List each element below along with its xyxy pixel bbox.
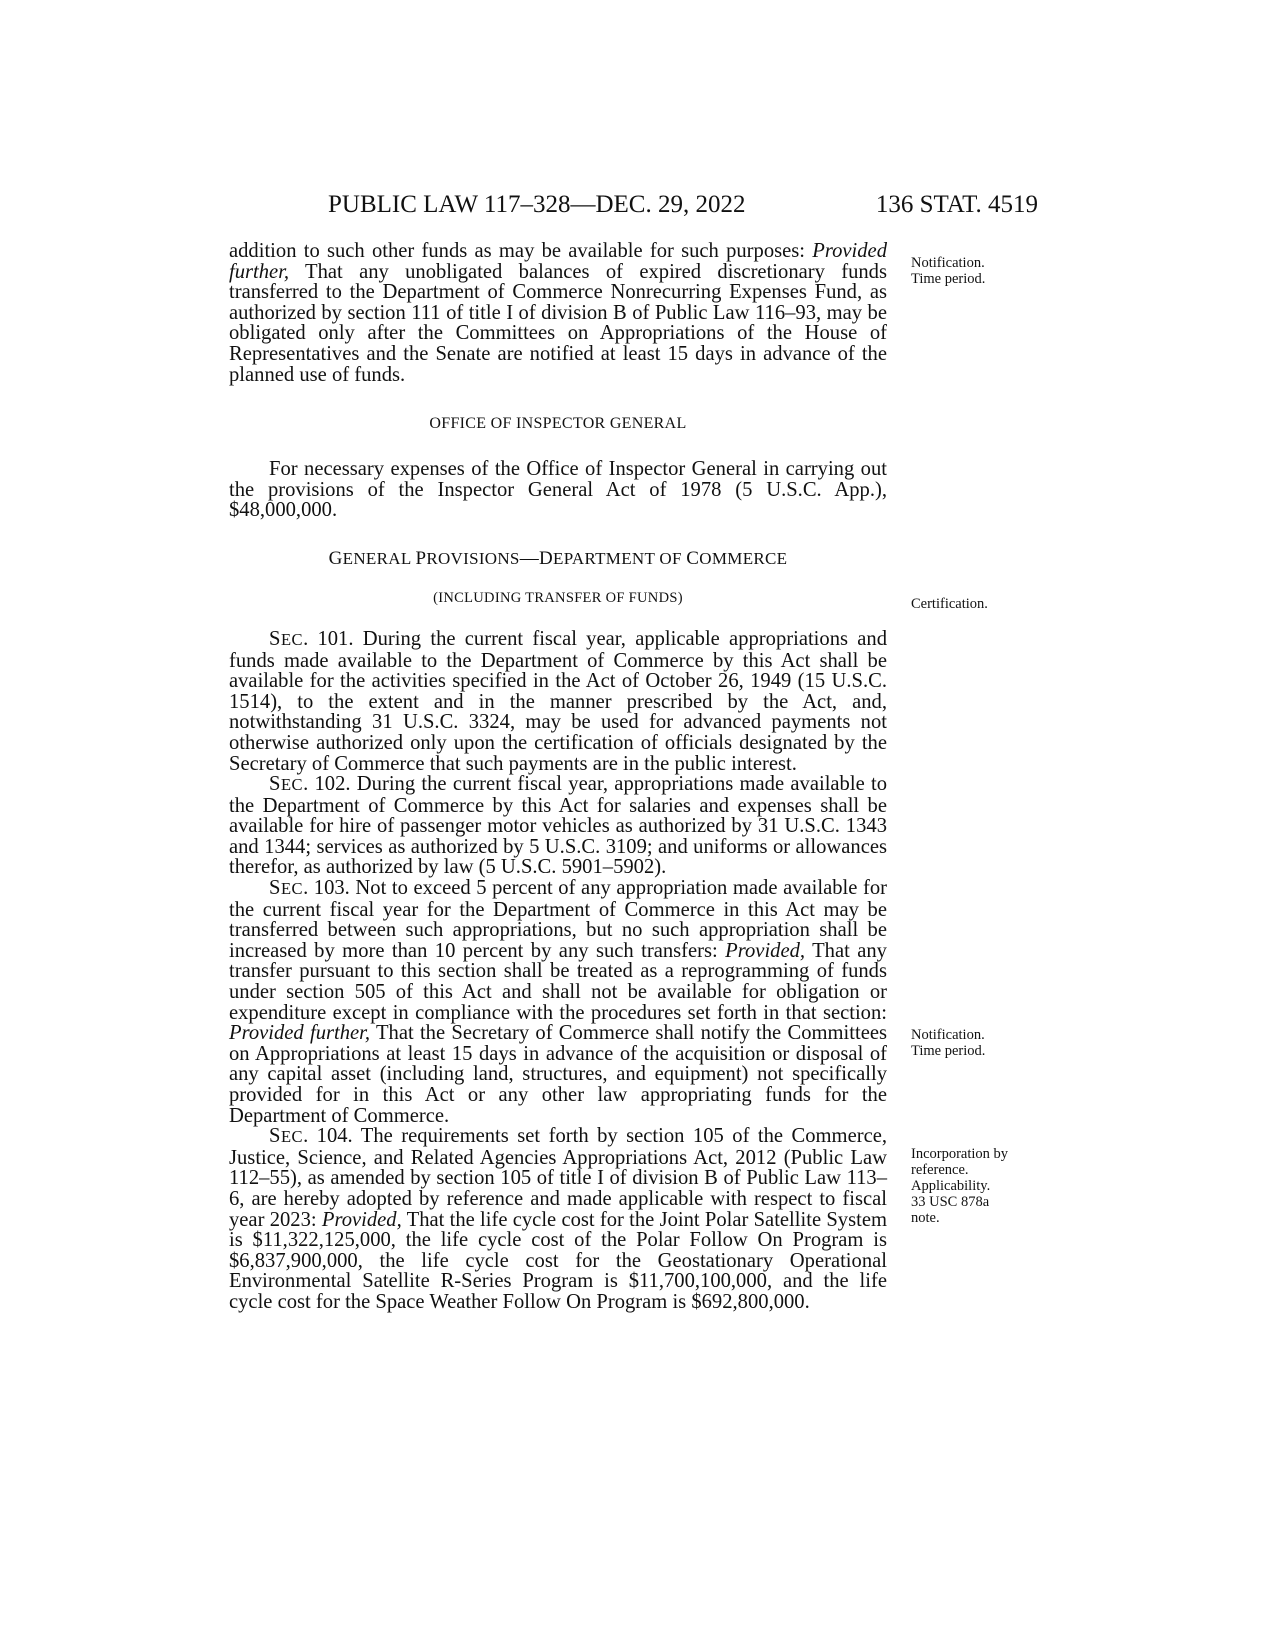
margin-note-line: reference.	[911, 1162, 969, 1178]
heading-rest-p: ROVISIONS	[426, 548, 520, 568]
continuation-rest: That any unobligated balances of expired discretionary funds transferred to the Department of Commerce Nonrecurring Expenses Fund, as authorized by section 111 of title I of division B of Public Law 116–93, may be obligated only after the Committees on Appropriations of the House of Representatives and the Senate are notified at least 15 days in advance of the planned use of funds.	[229, 260, 887, 386]
heading-cap-p: P	[415, 547, 427, 569]
sec-104-text-b: That the life cycle cost for the Joint Polar Satellite System is $11,322,125,000, the life cycle cost of the Polar Follow On Program is $6,837,900,000, the life cycle cost for the Geostationary Operational Environmental Satellite R-Series Program is $11,700,100,000, and the life cycle cost for the Space Weather Follow On Program is $692,800,000.	[229, 1208, 887, 1313]
sec-104-text-a: The requirements set forth by section 105 of the Commerce, Justice, Science, and Related Agencies Appropriations Act, 2012 (Public Law 112–55), as amended by section 105 of title I of division B of Public Law 113–6, are hereby adopted by reference and made applicable with respect to fiscal year 2023:	[229, 1125, 887, 1231]
sec-102-text: During the current fiscal year, appropriations made available to the Department of Commerce by this Act for salaries and expenses shall be available for hire of passenger motor vehicles as authorized by 31 U.S.C. 1343 and 1344; services as authorized by 5 U.S.C. 3109; and uniforms or allowances therefor, as authorized by law (5 U.S.C. 5901–5902).	[229, 773, 887, 879]
sec-101-ec: EC	[280, 629, 304, 649]
continuation-paragraph	[229, 241, 887, 385]
sec-103-proviso-further: Provided further,	[229, 1022, 371, 1045]
margin-note-notification-1	[911, 255, 1046, 287]
body-text	[229, 241, 887, 1313]
sec-103	[229, 878, 887, 1126]
margin-note-line: Time period.	[911, 1043, 986, 1059]
sec-103-text-c: That the Secretary of Commerce shall notify the Committees on Appropriations at least 15 days in advance of the acquisition or disposal of any capital asset (including land, structures, and equipment) not specifically provided for in this Act or any other law appropriating funds for the Department of Commerce.	[229, 1022, 887, 1127]
transfer-heading: (INCLUDING TRANSFER OF FUNDS)	[433, 589, 683, 606]
oig-paragraph: For necessary expenses of the Office of Inspector General in carrying out the provisions of the Inspector General Act of 1978 (5 U.S.C. App.), $48,000,000.	[229, 458, 887, 522]
sec-103-ec: EC	[280, 879, 304, 899]
sec-104-label	[269, 1127, 303, 1146]
sec-102-ec: EC	[280, 775, 304, 795]
margin-note-line: Certification.	[911, 596, 988, 612]
sec-103-text-a: Not to exceed 5 percent of any appropriation made available for the current fiscal year for the Department of Commerce in this Act may be transferred between such appropriations, but no such appropriation shall be increased by more than 10 percent by any such transfers:	[229, 877, 887, 962]
margin-note-certification	[911, 596, 1046, 612]
heading-cap-d: D	[539, 547, 554, 569]
sec-103-s: S	[269, 877, 281, 900]
margin-note-line: note.	[911, 1210, 940, 1226]
heading-rest-c: OMMERCE	[699, 548, 788, 568]
page-number: 136 STAT. 4519	[875, 191, 1038, 218]
heading-dash: —	[519, 547, 540, 569]
sec-103-proviso: Provided,	[725, 939, 806, 962]
margin-note-line: Notification.	[911, 1027, 985, 1043]
sec-104-ec: EC	[280, 1127, 304, 1147]
sec-102	[229, 774, 887, 878]
heading-cap-g: G	[328, 547, 343, 569]
sec-104-proviso: Provided,	[321, 1208, 402, 1231]
sec-101	[229, 629, 887, 774]
general-provisions-heading	[229, 549, 887, 569]
margin-note-incorporation	[911, 1146, 1046, 1226]
sec-101-num: . 101.	[303, 627, 354, 650]
sec-102-label	[269, 775, 303, 794]
sec-101-label	[269, 627, 304, 650]
sec-104-num: . 104.	[303, 1125, 353, 1148]
continuation-text: addition to such other funds as may be available for such purposes:	[229, 240, 806, 262]
sec-104	[229, 1126, 887, 1312]
proviso-italic: Provided further,	[229, 240, 887, 283]
margin-note-line: Notification.	[911, 255, 985, 271]
sec-101-s: S	[269, 627, 281, 650]
sec-101-text: During the current fiscal year, applicable appropriations and funds made available to the Department of Commerce by this Act shall be available for the activities specified in the Act of October 26, 1949 (15 U.S.C. 1514), to the extent and in the manner prescribed by the Act, and, notwithstanding 31 U.S.C. 3324, may be used for advanced payments not otherwise authorized only upon the certification of officials designated by the Secretary of Commerce that such payments are in the public interest.	[229, 627, 888, 775]
margin-note-line: Applicability.	[911, 1178, 991, 1194]
sec-103-text-b: That any transfer pursuant to this section shall be treated as a reprogramming of funds under section 505 of this Act and shall not be available for obligation or expenditure except in compliance with the procedures set forth in that section:	[229, 939, 887, 1024]
margin-note-line: Incorporation by	[911, 1146, 1009, 1162]
heading-rest-g: ENERAL	[342, 548, 416, 568]
margin-note-line: Time period.	[911, 271, 986, 287]
running-header	[328, 190, 1038, 220]
sec-104-s: S	[269, 1125, 281, 1148]
heading-cap-c: C	[686, 547, 700, 569]
margin-note-line: 33 USC 878a	[911, 1194, 990, 1210]
sec-102-num: . 102.	[303, 773, 351, 796]
sec-103-label	[269, 879, 303, 898]
sec-103-num: . 103.	[303, 877, 350, 900]
oig-heading: OFFICE OF INSPECTOR GENERAL	[429, 415, 687, 433]
header-title: PUBLIC LAW 117–328—DEC. 29, 2022	[328, 191, 746, 218]
sec-102-s: S	[269, 773, 281, 796]
margin-note-notification-2	[911, 1027, 1046, 1059]
heading-rest-d: EPARTMENT OF	[553, 548, 687, 568]
